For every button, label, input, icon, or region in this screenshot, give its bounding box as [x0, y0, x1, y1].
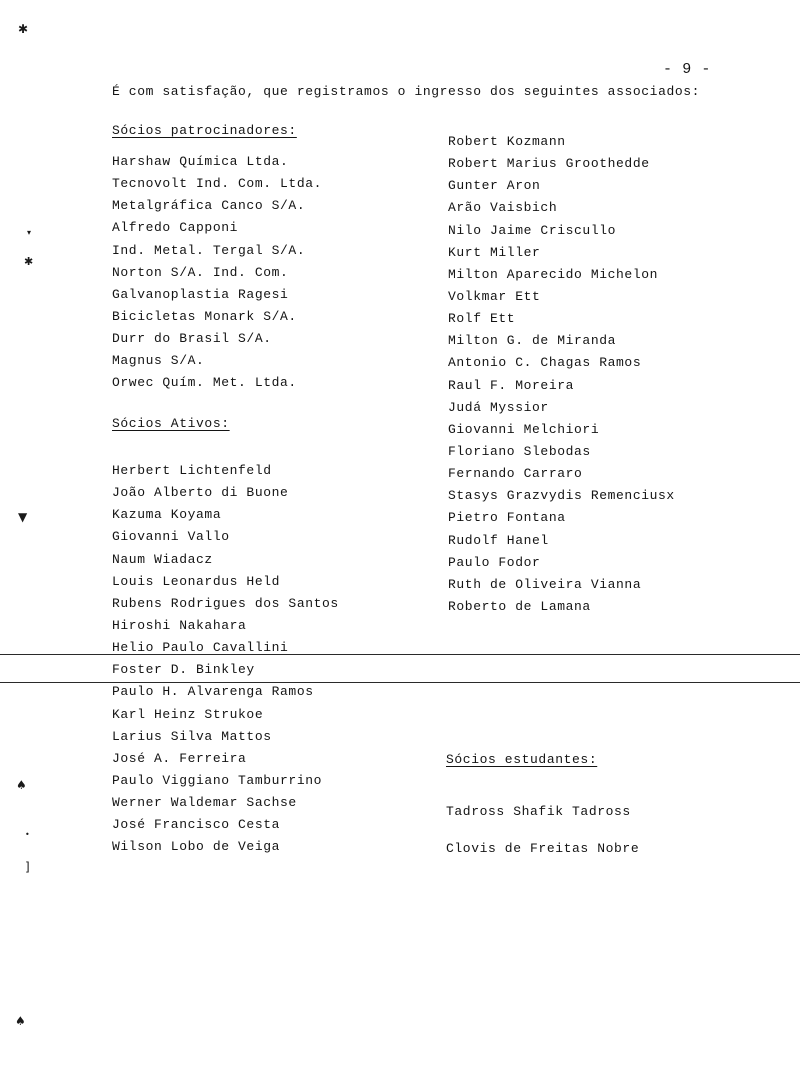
- list-item: Kazuma Koyama: [112, 507, 222, 523]
- list-item: Milton Aparecido Michelon: [448, 266, 659, 282]
- ativos-heading: Sócios Ativos:: [112, 416, 230, 431]
- list-item: Judá Myssior: [448, 399, 549, 415]
- list-item: Orwec Quím. Met. Ltda.: [112, 375, 297, 391]
- list-item: Galvanoplastia Ragesi: [112, 286, 289, 302]
- list-item: Herbert Lichtenfeld: [112, 463, 272, 478]
- list-item: Tadross Shafik Tadross: [446, 804, 631, 819]
- list-item: Larius Silva Mattos: [112, 728, 272, 744]
- list-item: Pietro Fontana: [448, 510, 566, 526]
- page-number: - 9 -: [663, 61, 712, 78]
- margin-mark-icon: •: [25, 830, 31, 839]
- list-item: Ruth de Oliveira Vianna: [448, 576, 642, 592]
- list-item: Floriano Slebodas: [448, 443, 591, 459]
- list-item: Robert Kozmann: [448, 134, 566, 149]
- list-item: Nilo Jaime Criscullo: [448, 222, 617, 238]
- list-item: Werner Waldemar Sachse: [112, 795, 297, 811]
- list-item: Metalgráfica Canco S/A.: [112, 198, 306, 214]
- list-item: Ind. Metal. Tergal S/A.: [112, 242, 306, 258]
- list-item: José Francisco Cesta: [112, 817, 281, 833]
- list-item: Giovanni Melchiori: [448, 421, 600, 437]
- margin-mark-icon: ▾: [27, 228, 32, 237]
- list-item: Giovanni Vallo: [112, 529, 230, 545]
- list-item: Louis Leonardus Held: [112, 573, 281, 589]
- list-item: José A. Ferreira: [112, 750, 247, 766]
- list-item: Rubens Rodrigues dos Santos: [112, 595, 339, 611]
- patrocinadores-list: [112, 151, 322, 395]
- estudantes-heading: Sócios estudantes:: [446, 752, 598, 767]
- margin-mark-icon: ✱: [24, 255, 34, 268]
- list-item: Tecnovolt Ind. Com. Ltda.: [112, 176, 323, 192]
- list-item: Kurt Miller: [448, 244, 541, 260]
- list-item: Rudolf Hanel: [448, 532, 549, 548]
- margin-mark-icon: ✱: [18, 22, 29, 36]
- list-item: Helio Paulo Cavallini: [112, 640, 289, 656]
- list-item: Bicicletas Monark S/A.: [112, 308, 297, 324]
- list-item: Robert Marius Groothedde: [448, 156, 650, 172]
- list-item: Arão Vaisbich: [448, 200, 558, 216]
- margin-mark-icon: ▼: [18, 510, 28, 524]
- list-item: Naum Wiadacz: [112, 551, 213, 567]
- list-item: Paulo H. Alvarenga Ramos: [112, 684, 314, 700]
- list-item: Norton S/A. Ind. Com.: [112, 264, 289, 280]
- list-item: Rolf Ett: [448, 311, 516, 327]
- margin-mark-icon: ♠: [16, 778, 28, 792]
- list-item: Roberto de Lamana: [448, 598, 591, 614]
- list-item: Paulo Fodor: [448, 554, 541, 570]
- list-item: Fernando Carraro: [448, 466, 583, 482]
- list-item: Hiroshi Nakahara: [112, 617, 247, 633]
- list-item: Harshaw Química Ltda.: [112, 154, 289, 169]
- list-item: Stasys Grazvydis Remenciusx: [448, 488, 675, 504]
- list-item: Wilson Lobo de Veiga: [112, 839, 281, 855]
- list-item: Alfredo Capponi: [112, 220, 239, 236]
- ativos-list-left: [112, 460, 339, 859]
- patrocinadores-heading: Sócios patrocinadores:: [112, 123, 297, 138]
- list-item: Magnus S/A.: [112, 353, 205, 369]
- list-item: Antonio C. Chagas Ramos: [448, 355, 642, 371]
- ativos-list-right: [448, 131, 675, 618]
- intro-text: É com satisfação, que registramos o ingresso dos seguintes associados:: [112, 84, 701, 99]
- list-item: Gunter Aron: [448, 178, 541, 194]
- list-item: Raul F. Moreira: [448, 377, 575, 393]
- list-item: Durr do Brasil S/A.: [112, 331, 272, 347]
- list-item: Volkmar Ett: [448, 288, 541, 304]
- margin-mark-icon: ♠: [15, 1014, 27, 1028]
- list-item: Foster D. Binkley: [112, 662, 255, 678]
- list-item: João Alberto di Buone: [112, 485, 289, 501]
- list-item: Karl Heinz Strukoe: [112, 706, 264, 722]
- list-item: Clovis de Freitas Nobre: [446, 841, 640, 856]
- margin-mark-icon: ]: [25, 860, 31, 874]
- list-item: Milton G. de Miranda: [448, 333, 617, 349]
- list-item: Paulo Viggiano Tamburrino: [112, 772, 323, 788]
